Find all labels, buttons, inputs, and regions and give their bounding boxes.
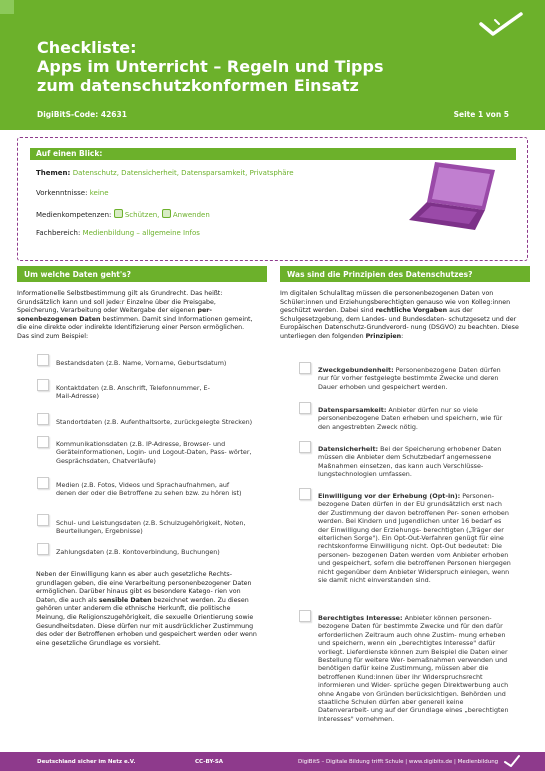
- data-item-2: Kontaktdaten (z.B. Anschrift, Telefonnummer, E-Mail-Adresse): [56, 384, 210, 401]
- themes-label: Themen:: [36, 169, 73, 177]
- digibits-code: DigiBitS-Code: 42631: [37, 110, 127, 119]
- prior-knowledge-label: Vorkenntnisse:: [36, 189, 90, 197]
- principle-2-text: Anbieter dürfen nur so viele personenbezogene Daten erheben und speichern, wie für den angestrebten Zweck nötig.: [318, 406, 503, 431]
- left-intro-bold: per- sonenbezogenen Daten: [17, 307, 212, 323]
- title-line-3: zum datenschutzkonformen Einsatz: [37, 76, 359, 95]
- left-intro-text-2: bestimmen. Damit sind Informationen gemeint, die eine direkte oder indirekte Identifizierung einer Person ermöglichen. Das sind zum Beispiel:: [17, 315, 253, 340]
- left-outro-text-2: bezeichnet werden. Zu diesen gehören unter anderem die ethnische Herkunft, die politische Meinung, die Religionszugehörigkeit, die sexuelle Orientierung sowie Gesundheitsdaten. Diese dürfen nur mit ausdrücklicher Zustimmung des oder der Betroffenen erhoben und gespeichert werden oder wenn eine gesetzliche Grundlage es vorsieht.: [36, 596, 257, 647]
- principle-1-title: Zweckgebundenheit:: [318, 366, 394, 374]
- page-title: [37, 38, 457, 95]
- principle-2: [318, 406, 510, 431]
- footer-site: DigiBitS – Digitale Bildung trifft Schule | www.digibits.de | Medienbildung: [298, 759, 499, 765]
- left-intro-text-1: Informationelle Selbstbestimmung gilt als Grundrecht. Das heißt: Grundsätzlich kann und soll jede:r Einzelne über die Preisgabe, Speicherung, Verarbeitung oder Weitergabe der eigenen: [17, 290, 223, 315]
- media-competencies-label: Medienkompetenzen:: [36, 211, 114, 219]
- data-item-6: Schul- und Leistungsdaten (z.B. Schulzugehörigkeit, Noten, Beurteilungen, Ergebnisse): [56, 519, 246, 536]
- left-outro: [36, 571, 258, 648]
- checkbox-5[interactable]: [37, 477, 49, 489]
- subject-label: Fachbereich:: [36, 229, 83, 237]
- checkbox-principle-4[interactable]: [299, 488, 311, 500]
- prior-knowledge-value: keine: [89, 189, 109, 197]
- principle-2-title: Datensparsamkeit:: [318, 406, 387, 414]
- checkbox-2[interactable]: [37, 379, 49, 391]
- laptop-icon: [405, 160, 499, 232]
- data-item-1: Bestandsdaten (z.B. Name, Vorname, Geburtsdatum): [56, 359, 227, 367]
- right-intro-text-1: Im digitalen Schulalltag müssen die personenbezogenen Daten von Schüler:innen und Erziehungsberechtigten genauso wie von Kolleg:innen geschützt werden. Dabei sind: [280, 290, 511, 315]
- footer: [0, 752, 545, 771]
- right-intro-bold-2: Prinzipien: [365, 332, 402, 340]
- right-intro-text-3: :: [401, 332, 404, 340]
- checkbox-3[interactable]: [37, 413, 49, 425]
- themes-row: [36, 169, 294, 177]
- themes-value: Datenschutz, Datensicherheit, Datensparsamkeit, Privatsphäre: [72, 169, 294, 177]
- checkbox-principle-3[interactable]: [299, 441, 311, 453]
- right-intro-bold: rechtliche Vorgaben: [375, 307, 448, 315]
- at-a-glance-heading: Auf einen Blick:: [36, 149, 103, 158]
- principle-4-title: Einwilligung vor der Erhebung (Opt-in):: [318, 492, 461, 500]
- left-outro-text-1: Neben der Einwilligung kann es aber auch gesetzliche Rechts- grundlagen geben, die eine Verarbeitung personenbezogener Daten ermöglichen. Darüber hinaus gibt es besondere Katego- rien von Daten, die auch als: [36, 571, 252, 604]
- shield-icon: [114, 209, 123, 218]
- left-outro-bold: sensible Daten: [98, 596, 152, 604]
- checkbox-7[interactable]: [37, 543, 49, 555]
- principle-1-text: Personenbezogene Daten dürfen nur für vorher festgelegte bestimmte Zwecke und deren Dauer erhoben und gespeichert werden.: [318, 366, 501, 391]
- competency-protect: Schützen,: [124, 211, 160, 219]
- prior-knowledge-row: [36, 189, 109, 197]
- principle-5: [318, 614, 512, 723]
- subject-row: [36, 229, 200, 237]
- title-line-2: Apps im Unterricht – Regeln und Tipps: [37, 57, 384, 76]
- right-intro: [280, 290, 520, 342]
- principle-4: [318, 492, 512, 584]
- principle-3-title: Datensicherheit:: [318, 445, 379, 453]
- right-intro-text-2: aus der Schulgesetzgebung, dem Landes- und Bundesdaten- schutzgesetz und der Europäischen Datenschutz-Grundverord- nung (DSGVO) zu beachten. Diese unterliegen den folgenden: [280, 307, 519, 340]
- apply-icon: [162, 209, 171, 218]
- media-competencies-row: [36, 209, 210, 219]
- footer-logo-icon: [503, 754, 521, 768]
- footer-org: Deutschland sicher im Netz e.V.: [37, 759, 136, 765]
- data-item-3: Standortdaten (z.B. Aufenthaltsorte, zurückgelegte Strecken): [56, 418, 253, 426]
- principle-3-text: Bei der Speicherung erhobener Daten müssen die Anbieter dem Schutzbedarf angemessene Maßnahmen einsetzen, das kann auch Verschlüsse- lungstechnologien umfassen.: [318, 445, 502, 479]
- competency-apply: Anwenden: [172, 211, 210, 219]
- checkbox-principle-1[interactable]: [299, 362, 311, 374]
- header: [0, 0, 545, 130]
- principle-3: [318, 445, 512, 479]
- checkbox-6[interactable]: [37, 514, 49, 526]
- checkmark-icon: [477, 10, 525, 38]
- principle-5-text: Anbieter können personen- bezogene Daten für bestimmte Zwecke und für den dafür erforderlichen Zeitraum auch ohne Zustim- mung erheben und speichern, wenn ein „berechtigtes Interesse" dafür vorliegt. Lieferdienste können zum Beispiel die Daten einer Bestellung für weitere Wer- bemaßnahmen verwenden und benötigen dafür keine Zustimmung, müssen aber die betroffenen Kund:innen über ihr Widerspruchsrecht informieren und Wider- sprüche gegen Direktwerbung auch ohne Angabe von Gründen berücksichtigen. Behörden und staatliche Schulen dürfen aber generell keine Datenverarbeit- ung auf der Grundlage eines „berechtigten Interesses" vornehmen.: [318, 614, 509, 723]
- right-column: [280, 266, 530, 342]
- principle-5-title: Berechtigtes Interesse:: [318, 614, 403, 622]
- corner-accent: [0, 0, 14, 14]
- subject-value: Medienbildung – allgemeine Infos: [82, 229, 200, 237]
- checkbox-1[interactable]: [37, 354, 49, 366]
- principle-1: [318, 366, 510, 391]
- checkbox-principle-2[interactable]: [299, 402, 311, 414]
- left-column-heading: Um welche Daten geht's?: [17, 266, 267, 282]
- data-item-5: Medien (z.B. Fotos, Videos und Sprachaufnahmen, auf denen der oder die Betroffene zu sehen bzw. zu hören ist): [56, 481, 242, 498]
- checkbox-principle-5[interactable]: [299, 610, 311, 622]
- page-number: Seite 1 von 5: [453, 110, 509, 119]
- left-intro: [17, 290, 257, 342]
- data-item-4: Kommunikationsdaten (z.B. IP-Adresse, Browser- und Geräteinformationen, Login- und Logout-Daten, Pass- wörter, Gesprächsdaten, Chatverläufe): [56, 440, 252, 465]
- footer-license: CC-BY-SA: [195, 759, 224, 765]
- data-item-7: Zahlungsdaten (z.B. Kontoverbindung, Buchungen): [56, 548, 220, 556]
- principle-4-text: Personen- bezogene Daten dürfen in der EU grundsätzlich erst nach der Zustimmung der davon betroffenen Per- sonen erhoben werden. Bei Kindern und Jugendlichen unter 16 bedarf es der Einwilligung der Erziehungs- berechtigten („Träger der elterlichen Sorge"). Ein Opt-Out-Verfahren genügt für eine rechtskonforme Einwilligung nicht. Opt-Out bedeutet: Die personen- bezogenen Daten werden vom Anbieter erhoben und gespeichert, sofern die betroffenen Personen hiergegen nicht gegenüber dem Anbieter Widerspruch einlegen, wenn sie damit nicht einverstanden sind.: [318, 492, 511, 585]
- at-a-glance-box: [17, 137, 528, 261]
- checkbox-4[interactable]: [37, 436, 49, 448]
- at-a-glance-heading-bar: [30, 148, 516, 160]
- left-column: [17, 266, 267, 342]
- right-column-heading: Was sind die Prinzipien des Datenschutzes?: [280, 266, 530, 282]
- title-line-1: Checkliste:: [37, 38, 137, 57]
